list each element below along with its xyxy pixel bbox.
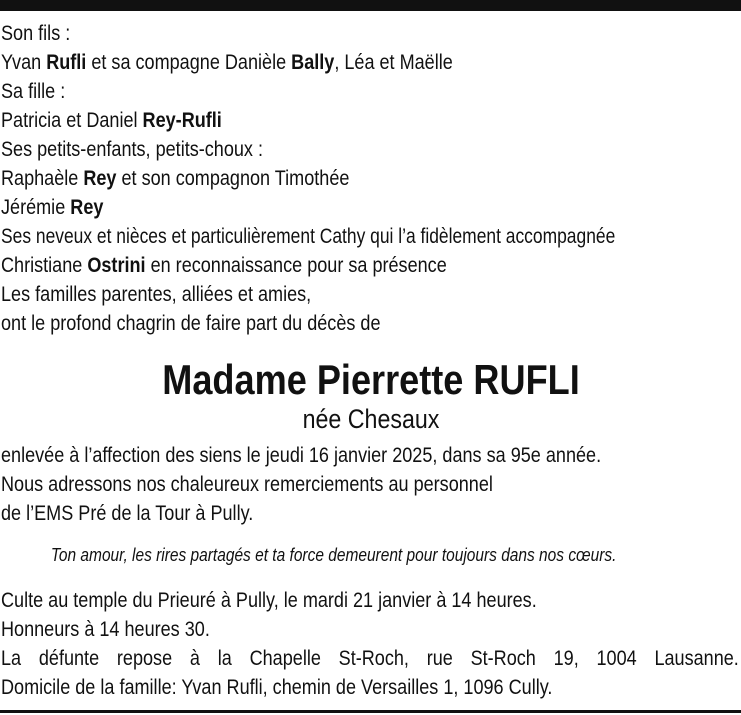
christiane-first: Christiane xyxy=(1,254,83,277)
son-last: Rufli xyxy=(46,51,87,74)
christiane-line xyxy=(1,251,637,280)
details-line-3: de l’EMS Pré de la Tour à Pully. xyxy=(1,502,254,525)
daughter-first: Patricia et Daniel xyxy=(1,109,138,132)
ceremony-word: La xyxy=(1,647,22,670)
nephews-line: Ses neveux et nièces et particulièrement Cathy qui l’a fidèlement accompagnée xyxy=(1,225,616,248)
ceremony-word: Chapelle xyxy=(249,647,321,670)
grandchild-1-line xyxy=(1,164,637,193)
grandchildren-heading: Ses petits-enfants, petits-choux : xyxy=(1,138,264,161)
ceremony-word: rue xyxy=(426,647,453,670)
ceremony-line-2: Honneurs à 14 heures 30. xyxy=(1,618,210,641)
deceased-name: Madame Pierrette RUFLI xyxy=(162,356,580,403)
announce-line: ont le profond chagrin de faire part du décès de xyxy=(1,312,381,335)
families-line: Les familles parentes, alliées et amies, xyxy=(1,283,312,306)
memorial-quote: Ton amour, les rires partagés et ta force demeurent pour toujours dans nos cœurs. xyxy=(50,545,617,565)
obituary-notice xyxy=(1,19,741,702)
gc2-first: Jérémie xyxy=(1,196,66,219)
ceremony-word: 19, xyxy=(553,647,579,670)
details-line-1: enlevée à l’affection des siens le jeudi 16 janvier 2025, dans sa 95e année. xyxy=(1,444,602,467)
grandchild-2-line xyxy=(1,193,637,222)
ceremony-line-4: Domicile de la famille: Yvan Rufli, chemin de Versailles 1, 1096 Cully. xyxy=(1,676,553,699)
daughter-heading: Sa fille : xyxy=(1,80,66,103)
ceremony-word: à xyxy=(189,647,200,670)
christiane-last: Ostrini xyxy=(87,254,146,277)
son-heading: Son fils : xyxy=(1,22,71,45)
christiane-tail: en reconnaissance pour sa présence xyxy=(150,254,447,277)
daughter-line xyxy=(1,106,637,135)
ceremony-block xyxy=(1,586,741,702)
ceremony-word: défunte xyxy=(38,647,100,670)
ceremony-word: Lausanne. xyxy=(654,647,739,670)
gc1-tail: et son compagnon Timothée xyxy=(121,167,350,190)
ceremony-word: St-Roch xyxy=(470,647,536,670)
gc1-last: Rey xyxy=(83,167,117,190)
ceremony-line-3 xyxy=(1,644,739,673)
details-line-2: Nous adressons nos chaleureux remerciements au personnel xyxy=(1,473,493,496)
son-line xyxy=(1,48,637,77)
maiden-name: née Chesaux xyxy=(302,404,440,434)
son-tail: , Léa et Maëlle xyxy=(334,51,453,74)
ceremony-word: la xyxy=(217,647,232,670)
ceremony-word: repose xyxy=(116,647,173,670)
ceremony-word: St-Roch, xyxy=(338,647,409,670)
top-rule xyxy=(0,0,741,11)
ceremony-word: 1004 xyxy=(596,647,637,670)
son-first: Yvan xyxy=(1,51,42,74)
bottom-rule xyxy=(0,710,741,713)
gc2-last: Rey xyxy=(70,196,104,219)
daughter-last: Rey-Rufli xyxy=(142,109,222,132)
gc1-first: Raphaèle xyxy=(1,167,79,190)
details-block xyxy=(1,441,741,528)
son-partner-last: Bally xyxy=(291,51,335,74)
ceremony-line-1: Culte au temple du Prieuré à Pully, le mardi 21 janvier à 14 heures. xyxy=(1,589,537,612)
son-mid: et sa compagne Danièle xyxy=(91,51,287,74)
